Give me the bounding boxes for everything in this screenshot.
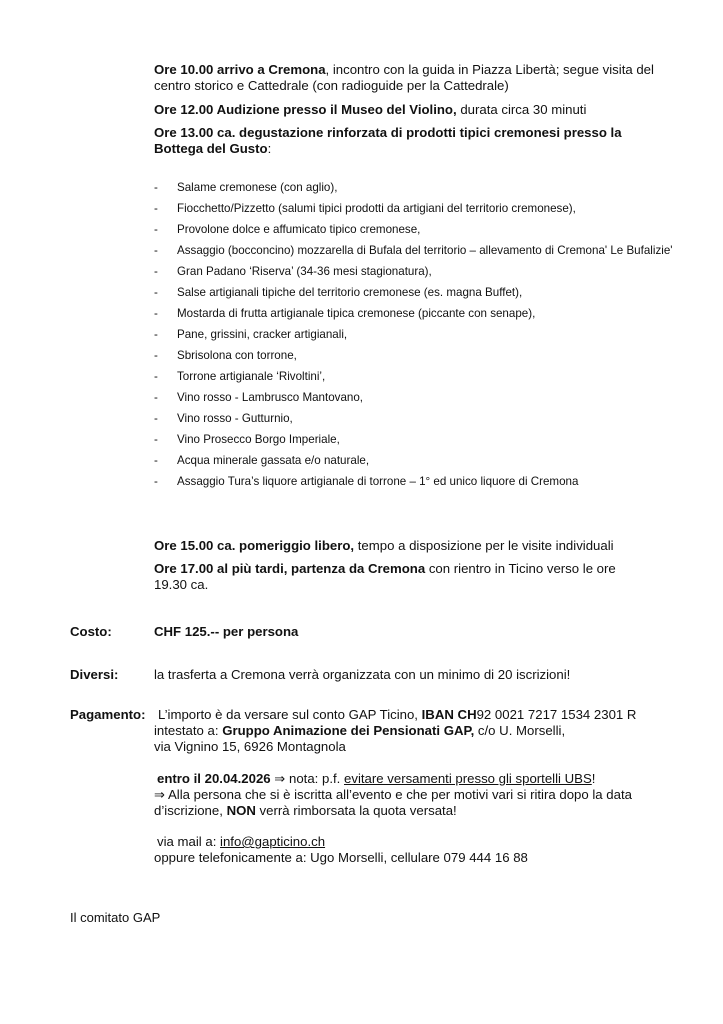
cost-value: CHF 125.-- per persona bbox=[154, 624, 299, 639]
dash-bullet: - bbox=[154, 454, 158, 467]
list-item: - Vino rosso - Gutturnio, bbox=[154, 412, 293, 425]
deadline-date: entro il 20.04.2026 bbox=[157, 771, 271, 786]
contact-phone: oppure telefonicamente a: Ugo Morselli, cellulare 079 444 16 88 bbox=[154, 850, 528, 865]
schedule-time: Ore 17.00 al più tardi, partenza da Cremona bbox=[154, 561, 426, 576]
list-item: - Salame cremonese (con aglio), bbox=[154, 181, 338, 194]
schedule-text: : bbox=[267, 141, 272, 156]
list-item: - Assaggio Tura’s liquore artigianale di torrone – 1° ed unico liquore di Cremona bbox=[154, 475, 579, 488]
refund-notice: ⇒ Alla persona che si è iscritta all’evento e che per motivi vari si ritira dopo la data d’iscrizione, NON verrà rimborsata la quota versata! bbox=[154, 787, 632, 818]
signature: Il comitato GAP bbox=[70, 910, 161, 925]
iban-number: 92 0021 7217 1534 2301 R bbox=[476, 707, 637, 722]
email-link[interactable]: info@gapticino.ch bbox=[220, 834, 326, 849]
list-item: - Vino rosso - Lambrusco Mantovano, bbox=[154, 391, 364, 404]
dash-bullet: - bbox=[154, 202, 158, 215]
misc-label: Diversi: bbox=[70, 667, 119, 682]
dash-bullet: - bbox=[154, 349, 158, 362]
list-item: - Sbrisolona con torrone, bbox=[154, 349, 297, 362]
payment-account-line: L’importo è da versare sul conto GAP Ticino, IBAN CH92 0021 7217 1534 2301 R bbox=[158, 707, 637, 722]
payment-beneficiary-line: intestato a: Gruppo Animazione dei Pensionati GAP, c/o U. Morselli, bbox=[154, 723, 566, 738]
dash-bullet: - bbox=[154, 391, 158, 404]
ubs-warning: evitare versamenti presso gli sportelli UBS bbox=[344, 771, 592, 786]
list-item: - Acqua minerale gassata e/o naturale, bbox=[154, 454, 370, 467]
schedule-text: con rientro in Ticino verso le ore 19.30 ca. bbox=[154, 561, 616, 592]
cost-label: Costo: bbox=[70, 624, 112, 639]
dash-bullet: - bbox=[154, 286, 158, 299]
payment-address: via Vignino 15, 6926 Montagnola bbox=[154, 739, 346, 754]
contact-mail: via mail a: info@gapticino.ch bbox=[157, 834, 326, 849]
beneficiary-name: Gruppo Animazione dei Pensionati GAP, bbox=[222, 723, 475, 738]
payment-deadline: entro il 20.04.2026 ⇒ nota: p.f. evitare versamenti presso gli sportelli UBS! bbox=[157, 771, 596, 786]
schedule-item-1200 bbox=[154, 102, 674, 118]
dash-bullet: - bbox=[154, 265, 158, 278]
schedule-item-1700 bbox=[154, 561, 632, 593]
list-item: - Torrone artigianale ‘Rivoltini’, bbox=[154, 370, 326, 383]
schedule-time: Ore 13.00 ca. degustazione rinforzata di prodotti tipici cremonesi presso la Bottega del Gusto bbox=[154, 125, 622, 156]
dash-bullet: - bbox=[154, 412, 158, 425]
list-item: - Provolone dolce e affumicato tipico cremonese, bbox=[154, 223, 421, 236]
list-item: - Fiocchetto/Pizzetto (salumi tipici prodotti da artigiani del territorio cremonese), bbox=[154, 202, 576, 215]
dash-bullet: - bbox=[154, 370, 158, 383]
schedule-text: durata circa 30 minuti bbox=[456, 102, 587, 117]
schedule-item-1500 bbox=[154, 538, 674, 554]
schedule-time: Ore 12.00 Audizione presso il Museo del Violino, bbox=[154, 102, 457, 117]
list-item: - Salse artigianali tipiche del territorio cremonese (es. magna Buffet), bbox=[154, 286, 523, 299]
dash-bullet: - bbox=[154, 244, 158, 257]
list-item: - Assaggio (bocconcino) mozzarella di Bufala del territorio – allevamento di Cremona' Le Bufalizie' bbox=[154, 244, 673, 257]
dash-bullet: - bbox=[154, 181, 158, 194]
list-item: - Gran Padano ‘Riserva’ (34-36 mesi stagionatura), bbox=[154, 265, 432, 278]
dash-bullet: - bbox=[154, 307, 158, 320]
schedule-item-1000 bbox=[154, 62, 674, 94]
list-item: - Vino Prosecco Borgo Imperiale, bbox=[154, 433, 340, 446]
payment-label: Pagamento: bbox=[70, 707, 146, 722]
schedule-text: tempo a disposizione per le visite individuali bbox=[354, 538, 614, 553]
dash-bullet: - bbox=[154, 475, 158, 488]
schedule-time: Ore 15.00 ca. pomeriggio libero, bbox=[154, 538, 355, 553]
schedule-item-1300 bbox=[154, 125, 674, 157]
schedule-time: Ore 10.00 arrivo a Cremona bbox=[154, 62, 326, 77]
list-item: - Mostarda di frutta artigianale tipica cremonese (piccante con senape), bbox=[154, 307, 536, 320]
list-item: - Pane, grissini, cracker artigianali, bbox=[154, 328, 348, 341]
dash-bullet: - bbox=[154, 223, 158, 236]
tasting-menu-list bbox=[154, 181, 674, 496]
dash-bullet: - bbox=[154, 433, 158, 446]
iban-label: IBAN CH bbox=[421, 707, 477, 722]
misc-value: la trasferta a Cremona verrà organizzata con un minimo di 20 iscrizioni! bbox=[154, 667, 571, 682]
schedule-text: , incontro con la guida in Piazza Libertà; segue visita del centro storico e Cattedrale (con radioguide per la Cattedrale) bbox=[154, 62, 654, 93]
dash-bullet: - bbox=[154, 328, 158, 341]
